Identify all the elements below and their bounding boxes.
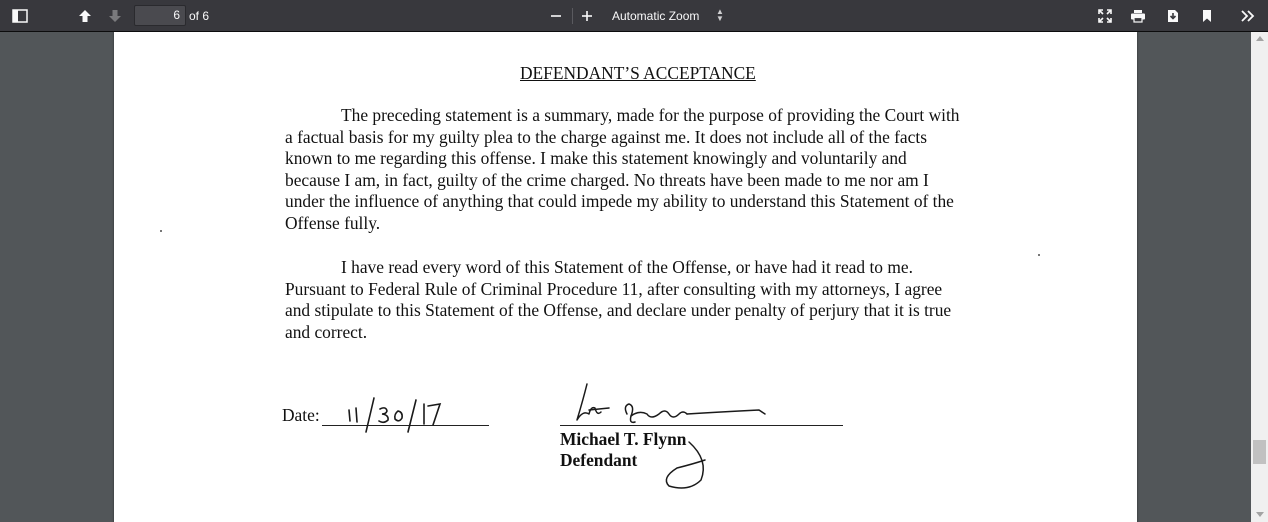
acceptance-paragraph-2 [285, 257, 1005, 343]
text-line: because I am, in fact, guilty of the crime charged. No threats have been made to me nor am I [285, 169, 929, 190]
acceptance-paragraph-1 [285, 105, 1005, 234]
page-count-label: of 6 [189, 9, 210, 23]
pdf-toolbar [0, 0, 1268, 32]
text-line: and stipulate to this Statement of the Offense, and declare under penalty of perjury that it is true [285, 300, 952, 320]
text-line: I have read every word of this Statement of the Offense, or have had it read to me. [341, 257, 913, 277]
text-line: The preceding statement is a summary, made for the purpose of providing the Court with [341, 105, 960, 125]
page-number-input[interactable]: 6 [134, 5, 186, 26]
next-page-icon[interactable] [103, 4, 127, 28]
text-line: a factual basis for my guilty plea to the charge against me. It does not include all of the facts [285, 126, 927, 147]
document-viewer[interactable] [0, 32, 1251, 522]
scan-speck [160, 230, 162, 232]
toolbar-separator [572, 8, 573, 24]
vertical-scrollbar[interactable] [1251, 32, 1268, 522]
date-label: Date: [282, 405, 320, 425]
scroll-up-icon[interactable] [1256, 36, 1264, 41]
signer-name: Michael T. Flynn [560, 429, 687, 449]
bookmark-icon[interactable] [1195, 4, 1219, 28]
scan-speck [1038, 254, 1040, 256]
select-arrows-icon: ▲ ▼ [716, 7, 724, 23]
scroll-down-icon[interactable] [1256, 512, 1264, 517]
zoom-level-label: Automatic Zoom [612, 9, 700, 23]
zoom-out-icon[interactable] [544, 4, 568, 28]
pdf-page [114, 32, 1137, 522]
previous-page-icon[interactable] [73, 4, 97, 28]
zoom-select[interactable] [604, 5, 728, 27]
tools-icon[interactable] [1236, 4, 1260, 28]
download-icon[interactable] [1161, 4, 1185, 28]
text-line: known to me regarding this offense. I make this statement knowingly and voluntarily and [285, 148, 907, 168]
handwritten-date [344, 394, 454, 441]
document-heading: DEFENDANT’S ACCEPTANCE [520, 63, 756, 83]
sidebar-toggle-icon[interactable] [8, 4, 32, 28]
text-line: and correct. [285, 321, 368, 342]
zoom-in-icon[interactable] [575, 4, 599, 28]
signer-role: Defendant [560, 450, 638, 470]
print-icon[interactable] [1126, 4, 1150, 28]
presentation-mode-icon[interactable] [1093, 4, 1117, 28]
scrollbar-thumb[interactable] [1253, 440, 1266, 464]
text-line: Pursuant to Federal Rule of Criminal Procedure 11, after consulting with my attorneys, I agree [285, 278, 943, 299]
text-line: Offense fully. [285, 212, 381, 233]
text-line: under the influence of anything that could impede my ability to understand this Statement of the [285, 191, 954, 211]
